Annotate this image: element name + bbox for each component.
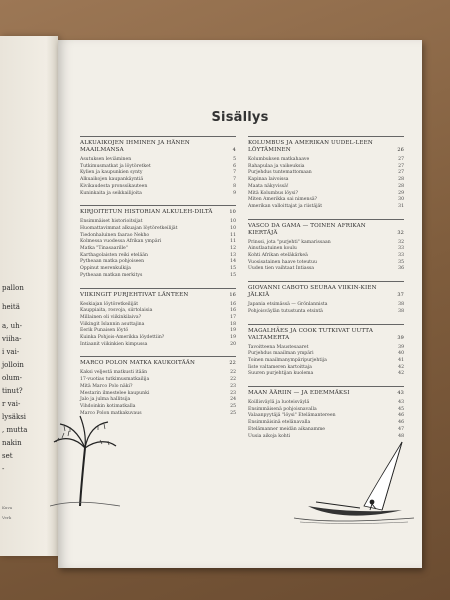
entry-title: Kaksi veljestä matkusti itään — [80, 370, 148, 376]
palm-tree-illustration — [50, 408, 120, 508]
entry-page: 27 — [398, 157, 404, 162]
left-page-text: lysäksi — [2, 413, 27, 421]
entry-title: Ensimmäisinä etelänavalla — [248, 420, 311, 426]
toc-entry — [248, 253, 404, 260]
entry-page: 8 — [233, 183, 236, 189]
toc-section — [248, 324, 404, 379]
toc-entry — [248, 420, 404, 427]
contents-page — [58, 40, 422, 568]
entry-title: Karthagolaisten reiki etelään — [80, 252, 148, 258]
entry-title: Maata näkyvissä! — [248, 183, 289, 189]
toc-entry — [80, 157, 236, 164]
toc-section — [248, 136, 404, 211]
left-page-text: tinut? — [2, 387, 23, 395]
entry-page: 10 — [230, 219, 236, 225]
entry-title: Kolumbuksen matkahaave — [248, 157, 310, 162]
entry-page: 23 — [230, 390, 236, 396]
toc-entry — [248, 400, 404, 407]
entry-title: Etelämanner meidän aikanamme — [248, 426, 326, 432]
toc-entry — [80, 308, 236, 315]
entry-page: 11 — [230, 232, 236, 238]
toc-entry — [248, 184, 404, 191]
section-heading — [248, 324, 404, 342]
toc-entry — [80, 219, 236, 226]
entry-title: Alkuaikojen kaupankäyntiä — [80, 177, 144, 183]
toc-entry — [80, 177, 236, 184]
section-heading — [248, 386, 404, 397]
entry-page: 7 — [233, 170, 236, 176]
entry-title: Suuren purjehtijan kuolema — [248, 371, 314, 377]
entry-page: 42 — [398, 371, 404, 377]
entry-title: Kohti Afrikan eteläkärkeä — [248, 253, 308, 259]
entry-page: 14 — [230, 259, 236, 265]
entry-title: Kivikaudesta pronssikauteen — [80, 183, 148, 189]
entry-title: Matka "Tinasaarille" — [80, 246, 128, 252]
entry-page: 38 — [398, 302, 404, 308]
page-title: Sisällys — [211, 110, 269, 125]
entry-title: Pytheaan matkan merkitys — [80, 272, 143, 278]
entry-list — [248, 345, 404, 379]
entry-page: 31 — [398, 203, 404, 209]
toc-entry — [80, 273, 236, 280]
toc-entry — [248, 302, 404, 309]
toc-entry — [248, 266, 404, 273]
section-page: 16 — [229, 291, 236, 298]
toc-entry — [80, 384, 236, 391]
left-page-text: pallon — [2, 284, 24, 292]
entry-page: 47 — [398, 426, 404, 432]
entry-title: Vihdoinkin kotimatkalla — [80, 403, 136, 409]
left-page-text: viiha- — [2, 335, 22, 343]
entry-page: 45 — [398, 406, 404, 412]
entry-title: Vuosisatainen haave toteutuu — [248, 259, 317, 265]
section-page: 37 — [397, 292, 404, 299]
left-page-text: heitä — [2, 303, 20, 311]
entry-title: Ensimmäiset historioitsijat — [80, 219, 143, 225]
section-heading — [248, 136, 404, 154]
left-page-text: jolloin — [2, 361, 24, 369]
entry-list — [80, 219, 236, 279]
entry-page: 13 — [230, 252, 236, 258]
left-page-text: r vai- — [2, 400, 21, 408]
entry-list — [248, 240, 404, 274]
toc-entry — [248, 351, 404, 358]
entry-page: 35 — [398, 259, 404, 265]
toc-entry — [248, 157, 404, 164]
entry-page: 40 — [398, 351, 404, 357]
entry-title: Intiaanit viikinkien kimpussa — [80, 341, 148, 347]
entry-title: Viikingit Islannin asuttajina — [80, 321, 145, 327]
entry-title: Purjehdus tuntemattomaan — [248, 170, 312, 176]
entry-page: 33 — [398, 253, 404, 259]
entry-page: 48 — [398, 433, 404, 439]
entry-list — [248, 302, 404, 315]
entry-page: 32 — [398, 239, 404, 245]
entry-title: Kauppiaita, rosvoja, siirtolaisia — [80, 308, 153, 314]
section-heading — [248, 219, 404, 237]
entry-list — [248, 157, 404, 211]
entry-title: Kuninkaita ja seikkailijoita — [80, 190, 142, 196]
toc-section — [248, 281, 404, 315]
entry-list — [80, 157, 236, 197]
section-heading — [248, 281, 404, 299]
section-heading — [80, 205, 236, 216]
entry-title: Mitä Marco Polo näki? — [80, 383, 133, 389]
entry-title: Rahapulaa ja vaikeuksia — [248, 163, 305, 169]
entry-page: 28 — [398, 183, 404, 189]
toc-entry — [80, 342, 236, 349]
entry-page: 17 — [230, 314, 236, 320]
entry-page: 46 — [398, 413, 404, 419]
entry-page: 9 — [233, 190, 236, 196]
entry-title: Toinen maailmanympäripurjehtija — [248, 357, 327, 363]
section-page: 4 — [232, 147, 236, 153]
entry-page: 29 — [398, 190, 404, 196]
entry-title: Kapinaa laivoissa — [248, 177, 289, 183]
entry-page: 10 — [230, 225, 236, 231]
entry-title: Mitä Kolumbus löysi? — [248, 190, 298, 196]
entry-title: Pytheaan matka pohjoiseen — [80, 259, 145, 265]
entry-page: 7 — [233, 177, 236, 183]
left-page-text: - — [2, 465, 5, 473]
entry-page: 5 — [233, 157, 236, 162]
section-heading — [80, 356, 236, 367]
entry-page: 19 — [230, 328, 236, 334]
entry-title: Iiste valtameren kartoittaja — [248, 364, 312, 370]
entry-title: Kuinka Pohjois-Amerikka löydettiin? — [80, 335, 165, 341]
entry-title: Kylien ja kaupunkien synty — [80, 170, 143, 176]
entry-page: 12 — [230, 246, 236, 252]
entry-title: Japania etsimässä — Grönlannista — [248, 302, 328, 308]
entry-title: Tiedonhaluinen faarao Nekho — [80, 232, 150, 238]
section-page: 26 — [397, 147, 404, 153]
toc-section — [248, 219, 404, 274]
entry-page: 28 — [398, 177, 404, 183]
toc-entry — [80, 266, 236, 273]
entry-page: 22 — [230, 370, 236, 376]
left-page-text: a, uh- — [2, 322, 23, 330]
left-page-text: set — [2, 452, 13, 460]
entry-title: Miten Amerikka sai nimensä? — [248, 197, 318, 203]
entry-title: Mestarin ilmestelee kaupunki — [80, 390, 150, 396]
entry-title: Tavoitteena Maustesaaret — [248, 344, 309, 350]
toc-entry — [80, 397, 236, 404]
section-title: MAAN ÄÄRIIN — JA EDEMMÄKSI — [248, 390, 350, 397]
section-page: 43 — [397, 390, 404, 397]
entry-title: Ensimmäisenä pohjoisnavalla — [248, 406, 317, 412]
toc-entry — [248, 177, 404, 184]
entry-page: 15 — [230, 266, 236, 272]
left-page-text: , mutta — [2, 426, 28, 434]
entry-page: 15 — [230, 272, 236, 278]
section-title: VASCO DA GAMA — TOINEN AFRIKAN KIERTÄJÄ — [248, 222, 366, 236]
entry-page: 36 — [398, 266, 404, 272]
entry-title: Millainen oli viikinkilaiva? — [80, 314, 142, 320]
entry-title: Uusia aikoja kohti — [248, 433, 291, 439]
entry-title: Oppinut merenkulkija — [80, 266, 131, 272]
entry-page: 6 — [233, 163, 236, 169]
entry-page: 33 — [398, 246, 404, 252]
section-page: 39 — [397, 334, 404, 341]
toc-section — [248, 386, 404, 440]
entry-title: Tutkimusmatkat ja löytöretket — [80, 163, 151, 169]
entry-page: 22 — [230, 377, 236, 383]
sailboat-illustration — [290, 440, 418, 524]
entry-page: 11 — [230, 239, 236, 245]
entry-page: 27 — [398, 170, 404, 176]
entry-title: Ainutlaatuinen koulu — [248, 246, 297, 252]
contents-left-column — [80, 136, 236, 417]
entry-page: 30 — [398, 197, 404, 203]
section-title: VIIKINGIT PURJEHTIVAT LÄNTEEN — [80, 291, 189, 298]
section-title: MARCO POLON MATKA KAUKOITÄÄN — [80, 360, 196, 367]
entry-title: Kolmessa vuodessa Afrikan ympäri — [80, 239, 162, 245]
toc-entry — [248, 371, 404, 378]
left-page-text: olum- — [2, 374, 22, 382]
section-heading — [80, 288, 236, 299]
toc-entry — [80, 315, 236, 322]
section-page: 32 — [397, 229, 404, 236]
section-page: 10 — [229, 209, 236, 216]
entry-page: 39 — [398, 344, 404, 350]
entry-page: 27 — [398, 163, 404, 169]
section-title: GIOVANNI CABOTO SEURAA VIIKIN-KIEN JÄLKIÄ — [248, 285, 377, 299]
left-page-caption: Kuva — [2, 505, 13, 510]
section-title: KOLUMBUS JA AMERIKAN UUDEL-LEEN LÖYTÄMINEN — [248, 140, 373, 153]
toc-section — [80, 288, 236, 349]
entry-title: Amerikan valloittajat ja riistäjät — [248, 203, 323, 209]
toc-section — [80, 205, 236, 279]
entry-title: Eerik Punaisen löytö — [80, 328, 129, 334]
entry-title: Prinssi, jota "purjehti" kamarissaan — [248, 239, 331, 245]
entry-page: 25 — [230, 403, 236, 409]
entry-title: Purjehdus maailman ympäri — [248, 351, 314, 357]
toc-entry — [80, 191, 236, 198]
entry-page: 19 — [230, 335, 236, 341]
entry-list — [248, 400, 404, 440]
entry-title: Jalo ja julma hallitsija — [80, 397, 131, 403]
toc-entry — [80, 226, 236, 233]
toc-entry — [80, 246, 236, 253]
section-title: KIRJOITETUN HISTORIAN ALKULEH-DILTÄ — [80, 209, 213, 216]
toc-entry — [248, 309, 404, 316]
toc-section — [80, 136, 236, 197]
entry-page: 16 — [230, 308, 236, 314]
section-heading — [80, 136, 236, 154]
entry-page: 20 — [230, 341, 236, 347]
entry-list — [80, 302, 236, 349]
entry-title: 17-vuotias tutkimusmatkailija — [80, 377, 150, 383]
left-page-caption: Verk — [2, 515, 12, 520]
toc-entry — [80, 377, 236, 384]
toc-entry — [248, 197, 404, 204]
entry-page: 24 — [230, 397, 236, 403]
entry-page: 18 — [230, 321, 236, 327]
section-page: 22 — [229, 360, 236, 367]
entry-title: Asutuksen leviäminen — [80, 157, 132, 162]
section-title: ALKUAIKOJEN IHMINEN JA HÄNEN MAAILMANSA — [80, 140, 190, 153]
entry-page: 16 — [230, 301, 236, 307]
entry-title: Uuden tien vaihtaat Intiassa — [248, 266, 315, 272]
entry-page: 46 — [398, 420, 404, 426]
toc-entry — [248, 427, 404, 434]
entry-page: 38 — [398, 308, 404, 314]
entry-title: Keskiajan löytöretkeilijät — [80, 301, 139, 307]
toc-entry — [248, 204, 404, 211]
entry-page: 25 — [230, 410, 236, 416]
entry-title: Pohjoisväylän tutustunta etsintä — [248, 308, 323, 314]
toc-entry — [80, 335, 236, 342]
entry-title: Valaanpyytäjä "löysi" Etelämantereen — [248, 413, 336, 419]
entry-page: 23 — [230, 383, 236, 389]
contents-right-column — [248, 136, 404, 440]
entry-page: 43 — [398, 400, 404, 406]
section-title: MAGALHÃES JA COOK TUTKIVAT UUTTA VALTAMERTA — [248, 327, 374, 341]
entry-title: Huomattavimmat alkuajan löytöretkeilijät — [80, 225, 178, 231]
entry-page: 42 — [398, 364, 404, 370]
left-page-text: i vai- — [2, 348, 20, 356]
toc-entry — [80, 184, 236, 191]
left-page-text: nakin — [2, 439, 22, 447]
entry-title: Koillisväylä ja luoteisväylä — [248, 400, 310, 406]
entry-page: 41 — [398, 357, 404, 363]
toc-entry — [248, 358, 404, 365]
entry-title: Marco Polon matkakuvaus — [80, 410, 142, 416]
